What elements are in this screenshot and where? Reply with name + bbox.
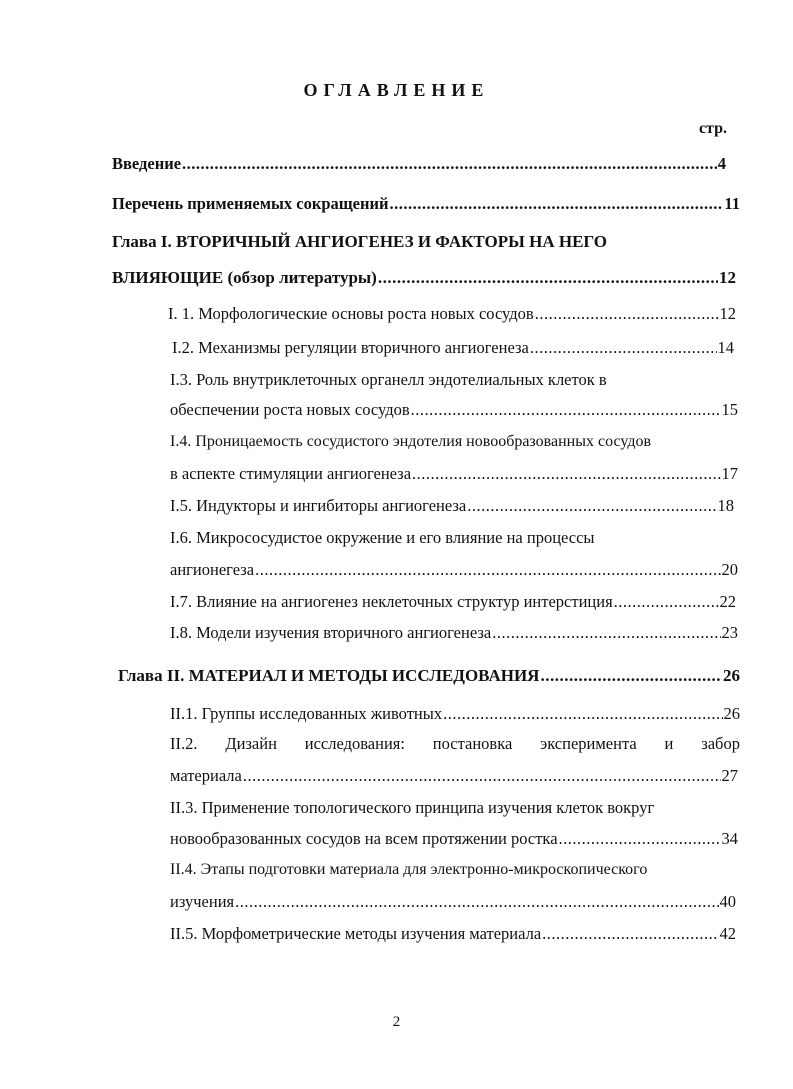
toc-entry-page: 11 [724,194,740,213]
toc-entry-page: 20 [721,560,738,579]
leader-dots [467,494,716,518]
toc-entry-2-3-line1[interactable]: II.3. Применение топологического принципа изучения клеток вокруг [170,798,655,817]
leader-dots [535,302,719,326]
toc-entry-page: 23 [721,623,738,642]
toc-entry-1-4-line1[interactable]: I.4. Проницаемость сосудистого эндотелия новообразованных сосудов [170,433,652,450]
leader-dots [390,192,724,216]
word: II.2. [170,734,198,753]
word: и [664,734,674,753]
toc-entry-1-4[interactable] [170,462,738,486]
toc-entry-title: I.5. Индукторы и ингибиторы ангиогенеза [170,496,467,515]
toc-entry-page: 26 [723,666,740,685]
toc-chapter-2[interactable] [118,664,740,688]
toc-entry-title: I.7. Влияние на ангиогенез неклеточных структур интерстиция [170,592,613,611]
toc-entry-page: 40 [719,892,736,911]
toc-chapter-1[interactable] [112,266,736,290]
toc-entry-page: 22 [719,592,736,611]
toc-entry-title: Перечень применяемых сокращений [112,194,389,213]
toc-entry-title: I.2. Механизмы регуляции вторичного ангиогенеза [172,338,529,357]
toc-entry-title: в аспекте стимуляции ангиогенеза [170,464,412,483]
toc-entry-1-7[interactable] [170,590,736,614]
page-number: 2 [392,1014,401,1030]
toc-entry-page: 15 [721,400,738,419]
leader-dots [378,266,718,290]
word: Дизайн [225,734,277,753]
toc-entry-title: I. 1. Морфологические основы роста новых сосудов [168,304,534,323]
toc-entry-title: обеспечении роста новых сосудов [170,400,410,419]
toc-entry-2-3[interactable] [170,827,738,851]
toc-entry-1-3-line1[interactable]: I.3. Роль внутриклеточных органелл эндотелиальных клеток в [170,370,607,389]
page-title: ОГЛАВЛЕНИЕ [303,80,490,100]
toc-entry-1-6[interactable] [170,558,738,582]
toc-entry-page: 42 [719,924,736,943]
toc-entry-2-5[interactable] [170,922,736,946]
toc-entry-2-2-line1[interactable] [170,732,740,756]
word: исследования: [304,734,405,753]
toc-entry-1-3[interactable] [170,398,738,422]
toc-entry-title: II.1. Группы исследованных животных [170,704,443,723]
toc-entry-title: Введение [112,154,182,173]
leader-dots [235,890,718,914]
toc-entry-page: 14 [717,338,734,357]
toc-entry-page: 27 [721,766,738,785]
toc-entry-page: 17 [721,464,738,483]
toc-entry-title: изучения [170,892,235,911]
toc-entry-page: 26 [723,704,740,723]
toc-entry-1-2[interactable] [172,336,734,360]
toc-entry-1-8[interactable] [170,621,738,645]
word: забор [701,734,740,753]
toc-entry-2-1[interactable] [170,702,740,726]
toc-entry-page: 12 [719,304,736,323]
toc-chapter-1-line1[interactable]: Глава I. ВТОРИЧНЫЙ АНГИОГЕНЕЗ И ФАКТОРЫ НА НЕГО [112,232,608,251]
toc-entry-title: II.5. Морфометрические методы изучения материала [170,924,542,943]
toc-entry-1-1[interactable] [168,302,736,326]
leader-dots [412,462,720,486]
toc-entry-2-4-line1[interactable]: II.4. Этапы подготовки материала для электронно-микроскопического [170,861,648,878]
leader-dots [411,398,721,422]
leader-dots [492,621,720,645]
toc-entry-title: новообразованных сосудов на всем протяжении ростка [170,829,558,848]
toc-entry-page: 34 [721,829,738,848]
word: эксперимента [540,734,637,753]
toc-entry-page: 12 [719,268,736,287]
leader-dots [542,922,718,946]
leader-dots [182,152,717,176]
toc-entry-1-5[interactable] [170,494,734,518]
leader-dots [255,558,720,582]
leader-dots [243,764,721,788]
page-column-label: стр. [698,120,727,137]
leader-dots [559,827,721,851]
toc-entry-abbreviations[interactable] [112,192,740,216]
leader-dots [443,702,722,726]
leader-dots [530,336,717,360]
leader-dots [614,590,719,614]
toc-entry-page: 4 [717,154,726,173]
toc-entry-title: Глава II. МАТЕРИАЛ И МЕТОДЫ ИССЛЕДОВАНИЯ [118,666,540,685]
toc-entry-intro[interactable] [112,152,726,176]
toc-entry-2-2[interactable] [170,764,738,788]
toc-entry-title: ангионегеза [170,560,255,579]
toc-entry-page: 18 [717,496,734,515]
word: постановка [432,734,513,753]
leader-dots [540,664,722,688]
toc-entry-title: материала [170,766,242,785]
toc-entry-title: I.8. Модели изучения вторичного ангиогенеза [170,623,492,642]
toc-entry-2-4[interactable] [170,890,736,914]
toc-entry-title: ВЛИЯЮЩИЕ (обзор литературы) [112,268,377,287]
toc-entry-1-6-line1[interactable]: I.6. Микрососудистое окружение и его влияние на процессы [170,528,595,547]
